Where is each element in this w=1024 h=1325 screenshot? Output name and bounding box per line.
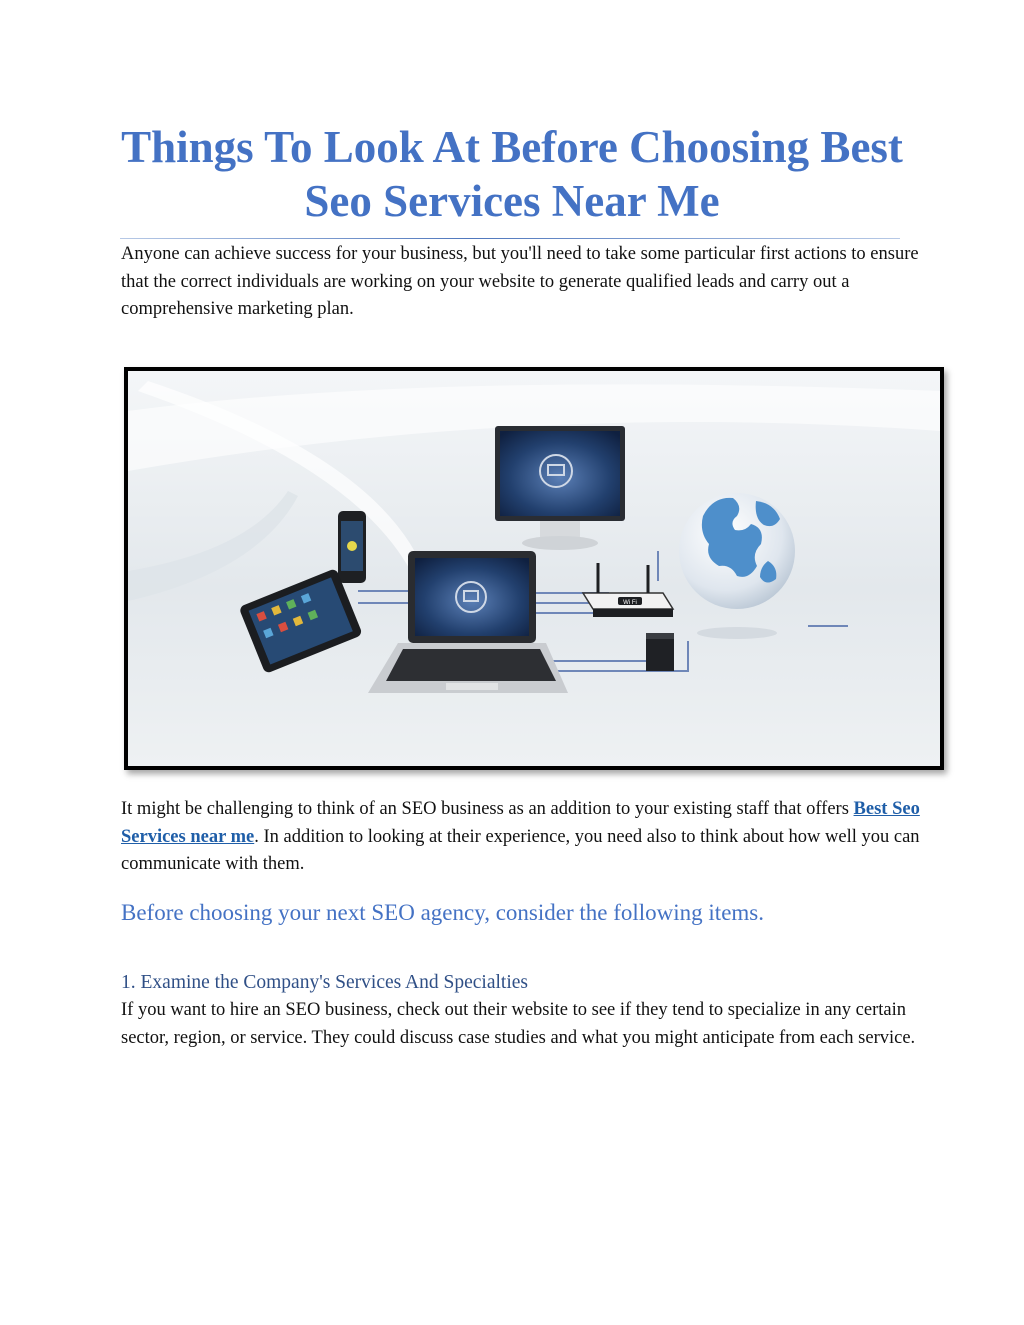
section-heading: Before choosing your next SEO agency, consider the following items. [121,900,765,925]
page-title [0,120,1024,228]
router-label: Wi Fi [623,600,637,606]
subsection-heading: 1. Examine the Company's Services And Specialties [121,972,528,993]
paragraph-2-before-link: It might be challenging to think of an SEO business as an addition to your existing staff that offers [121,799,854,819]
devices-illustration [124,367,944,770]
best-seo-services-link[interactable]: Best Seo Services near me [121,799,920,847]
title-line-1: Things To Look At Before Choosing Best [121,122,903,172]
title-line-2: Seo Services Near Me [304,176,720,226]
title-divider [120,238,900,239]
paragraph-3: If you want to hire an SEO business, check out their website to see if they tend to specialize in any certain sector, region, or service. They could discuss case studies and what you might anticipate from each service. [121,1000,916,1048]
paragraph-2-after-link: . In addition to looking at their experience, you need also to think about how well you can communicate with them. [121,826,920,874]
paragraph-2 [121,796,921,879]
intro-text: Anyone can achieve success for your business, but you'll need to take some particular first actions to ensure that the correct individuals are working on your website to generate qualified leads and carry out a comprehensive marketing plan. [121,244,919,319]
connected-devices-illustration [128,371,940,766]
